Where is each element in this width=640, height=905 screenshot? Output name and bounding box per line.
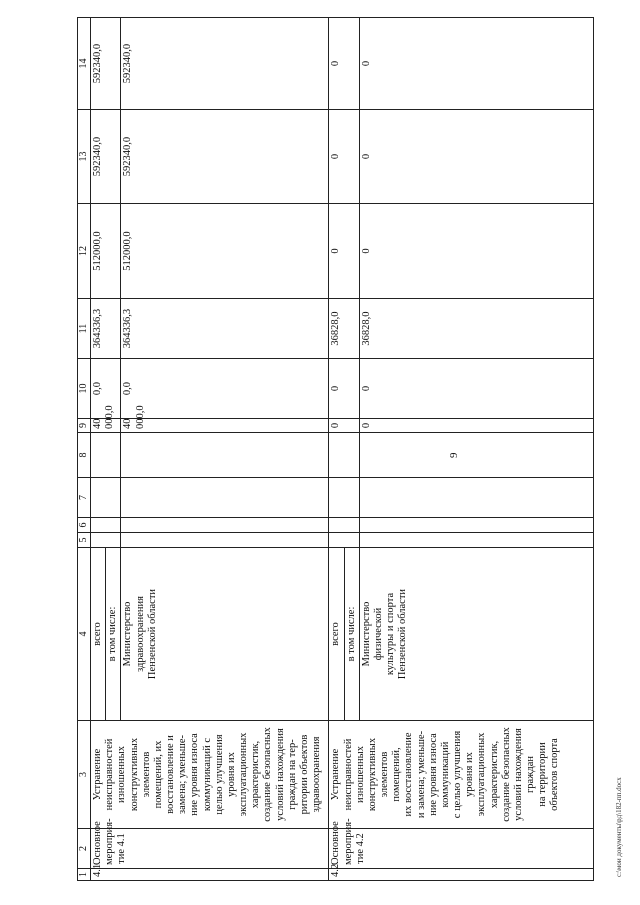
file-path-footer: c:\мои документы\рд\182-пп.docx [615,777,623,877]
cell-value [359,478,593,518]
col-header: 9 [78,419,91,433]
executor: Министерство физической культуры и спорта Пензенской области [359,548,593,721]
cell-value [359,533,593,548]
budget-table [77,17,594,881]
cell-value [359,433,593,478]
cell-value: 0 [359,419,593,433]
cell-value: 0,0 [121,359,329,419]
row-number: 4.2. [329,869,594,881]
cell-value: 0 [329,359,359,419]
col-header: 6 [78,518,91,533]
table-row [329,18,344,881]
activity-description: Устранение неисправностей изношенных конструктивных элементов помещений, их восстановление и замена; уменьше- ние уровня износа коммуникаций с целью улучшения уровня их эксплуатационных характеристик, создание безопасных условий нахождения граждан на территории объектов спорта [329,721,594,829]
cell-value [329,518,359,533]
cell-value: 0,0 [91,359,121,419]
activity-name: Основное мероприя- тие 4.2 [329,829,594,869]
col-header: 4 [78,548,91,721]
including-label: в том числе: [106,548,121,721]
cell-value [329,433,359,478]
cell-value: 0 [359,18,593,110]
cell-value: 364336,3 [91,299,121,359]
cell-value: 592340,0 [121,18,329,110]
cell-value: 0 [359,204,593,299]
row-number: 4.1. [91,869,329,881]
cell-value [329,533,359,548]
table-row [91,18,106,881]
cell-value: 0 [329,18,359,110]
cell-value [91,478,121,518]
cell-value [121,518,329,533]
cell-value: 364336,3 [121,299,329,359]
cell-value: 0 [359,359,593,419]
including-label: в том числе: [344,548,359,721]
col-header: 3 [78,721,91,829]
cell-value: 40 000,0 [91,419,121,433]
cell-value: 0 [329,110,359,204]
total-label: всего [329,548,344,721]
cell-value [329,478,359,518]
col-header: 1 [78,869,91,881]
cell-value: 592340,0 [121,110,329,204]
executor: Министерство здравоохранения Пензенской области [121,548,329,721]
cell-value [91,518,121,533]
col-header: 7 [78,478,91,518]
cell-value [121,433,329,478]
col-header: 14 [78,18,91,110]
cell-value [91,433,121,478]
cell-value [121,533,329,548]
cell-value [121,478,329,518]
page-number: 9 [448,452,460,458]
cell-value [91,533,121,548]
header-row [78,18,91,881]
total-label: всего [91,548,106,721]
activity-name: Основное мероприя- тие 4.1 [91,829,329,869]
col-header: 5 [78,533,91,548]
cell-value: 36828,0 [359,299,593,359]
cell-value: 40 000,0 [121,419,329,433]
cell-value [359,518,593,533]
col-header: 11 [78,299,91,359]
cell-value: 0 [359,110,593,204]
col-header: 12 [78,204,91,299]
col-header: 13 [78,110,91,204]
cell-value: 592340,0 [91,18,121,110]
col-header: 10 [78,359,91,419]
col-header: 2 [78,829,91,869]
cell-value: 512000,0 [91,204,121,299]
cell-value: 0 [329,204,359,299]
cell-value: 36828,0 [329,299,359,359]
activity-description: Устранение неисправностей изношенных конструктивных элементов помещений, их восстановление и замена; уменьше- ние уровня износа коммуникаций с целью улучшения уровня их эксплуатационных характеристик, создание безопасных условий нахождения граждан на тер- ритории объектов здравоохранения [91,721,329,829]
col-header: 8 [78,433,91,478]
cell-value: 512000,0 [121,204,329,299]
cell-value: 592340,0 [91,110,121,204]
cell-value: 0 [329,419,359,433]
